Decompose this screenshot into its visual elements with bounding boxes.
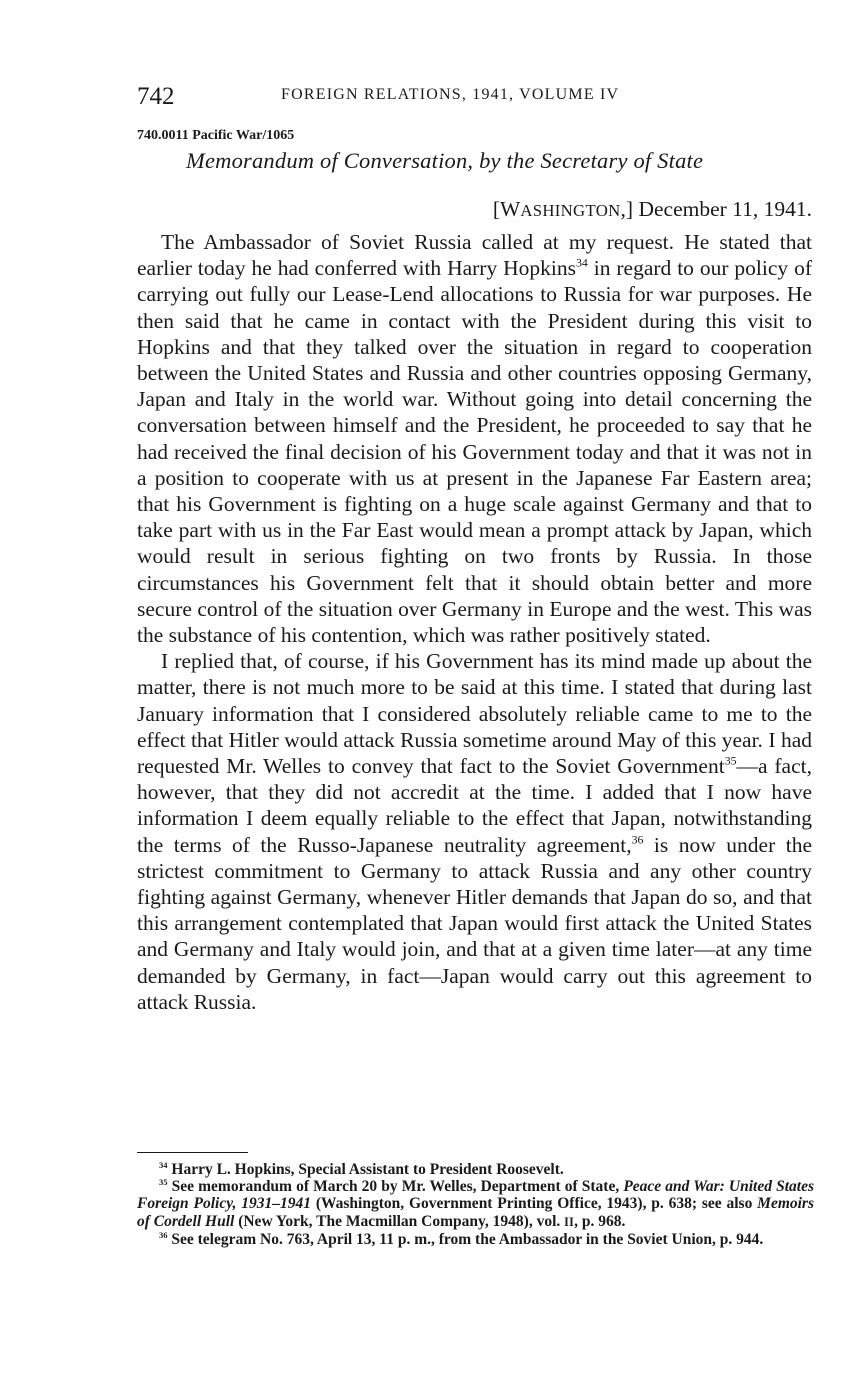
footnotes [137,1161,814,1248]
memorandum-body [137,229,812,1015]
footnote-text: See telegram No. 763, April 13, 11 p. m., from the Ambassador in the Soviet Union, p. 944. [167,1230,764,1248]
paragraph-text: The Ambassador of Soviet Russia called at my request. He stated that earlier today he had conferred with Harry Hopkins [137,230,812,281]
dateline [493,197,812,222]
file-reference: 740.0011 Pacific War/1065 [137,128,295,143]
footnote-text: , p. 968. [574,1212,626,1230]
footnote-text: (Washington, Government Printing Office, 1943), p. 638; see also [311,1195,758,1213]
footnote-marker: 35 [159,1177,168,1188]
page-number: 742 [137,83,175,110]
document-title: Memorandum of Conversation, by the Secretary of State [186,148,704,173]
dateline-place-initial: W [500,197,521,221]
footnote-divider [137,1152,248,1153]
footnote-text: (New York, The Macmillan Company, 1948), vol. [234,1212,565,1230]
footnote-ref-34: 34 [576,255,588,270]
footnote-book-title: Peace and War: United States Foreign Policy, 1931–1941 [137,1178,814,1213]
body-paragraph-1 [137,229,812,648]
dateline-open-bracket: [ [492,197,501,221]
dateline-close-bracket: ,] [620,197,634,221]
footnote-text: Harry L. Hopkins, Special Assistant to President Roosevelt. [167,1161,564,1178]
paragraph-text: I replied that, of course, if his Government has its mind made up about the matter, there is not much more to be said at this time. I stated that during last January information that I considered absolutely reliable came to me to the effect that Hitler would attack Russia sometime around May of this year. I had requested Mr. Welles to convey that fact to the Soviet Government [137,649,812,779]
footnote-ref-36: 36 [631,832,644,847]
body-paragraph-2 [137,648,812,1015]
paragraph-text: —a fact, however, that they did not accredit at the time. I added that I now have information I deem equally reliable to the effect that Japan, notwithstanding the terms of the Russo-Japanese neutrality agreement, [137,754,812,857]
footnote-35 [137,1178,814,1231]
footnote-book-title: Memoirs of Cordell Hull [137,1195,814,1230]
dateline-date: December 11, 1941. [633,197,812,221]
footnote-34 [137,1161,814,1178]
footnote-ref-35: 35 [724,753,737,768]
paragraph-text: in regard to our policy of carrying out fully our Lease-Lend allocations to Russia for war purposes. He then said that he came in contact with the President during this visit to Hopkins and that they talked over the situation in regard to cooperation between the United States and Russia and other countries opposing Germany, Japan and Italy in the world war. Without going into detail concerning the conversation between himself and the President, he proceeded to say that he had received the final decision of his Government today and that it was not in a position to cooperate with us at present in the Japanese Far Eastern area; that his Government is fighting on a huge scale against Germany and that to take part with us in the Far East would mean a prompt attack by Japan, which would result in serious fighting on two fronts by Russia. In those circumstances his Government felt that it should obtain better and more secure control of the situation over Germany in Europe and the west. This was the substance of his contention, which was rather positively stated. [137,256,812,648]
paragraph-text: is now under the strictest commitment to Germany to attack Russia and any other country fighting against Germany, whenever Hitler demands that Japan do so, and that this arrangement contemplated that Japan would first attack the United States and Germany and Italy would join, and that at a given time later—at any time demanded by Germany, in fact—Japan would carry out this agreement to attack Russia. [137,832,813,1014]
footnote-text: See memorandum of March 20 by Mr. Welles, Department of State, [167,1178,624,1196]
running-head: FOREIGN RELATIONS, 1941, VOLUME IV [281,86,620,103]
footnote-marker: 34 [159,1160,168,1171]
footnote-36 [137,1231,814,1248]
footnote-marker: 36 [159,1229,168,1240]
footnote-volume: II [564,1214,575,1229]
dateline-place: ASHINGTON [520,201,621,220]
